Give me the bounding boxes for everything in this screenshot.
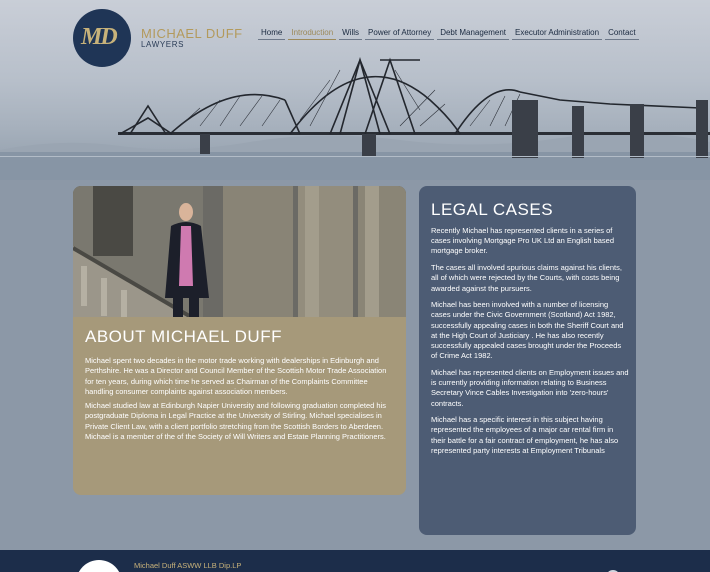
nav-item-power-of-attorney[interactable]: Power of Attorney <box>365 28 434 40</box>
nav-item-introduction[interactable]: Introduction <box>288 28 336 40</box>
legal-paragraph: Michael has represented clients on Employment issues and is currently providing information relating to Business Secretary Vince Cables Investigation into 'zero-hours' contracts. <box>431 367 629 408</box>
michael-duff-photo <box>73 186 406 317</box>
nav-item-contact[interactable]: Contact <box>605 28 639 40</box>
footer <box>0 550 710 572</box>
legal-cases-card <box>419 186 636 535</box>
nav-item-debt-management[interactable]: Debt Management <box>437 28 509 40</box>
legal-paragraph: Michael has been involved with a number of licensing cases under the Civic Government (Scotland) Act 1982, successfully appealing cases in both the Sheriff Court and at the High Court of Justiciary . He has also recently successfully appealed cases brought under the Proceeds of Crime Act 1982. <box>431 300 624 361</box>
logo-subtitle: LAWYERS <box>141 40 185 49</box>
logo-mark[interactable]: MD <box>81 24 116 50</box>
nav-item-executor-administration[interactable]: Executor Administration <box>512 28 602 40</box>
nav-item-wills[interactable]: Wills <box>339 28 362 40</box>
legal-paragraph: Michael has a specific interest in this subject having represented the employees of a major car rental firm in their battle for a fair contract of employment, he has also represented party interests at Employment Tribunals <box>431 415 619 455</box>
about-paragraph: Michael spent two decades in the motor trade working with dealerships in Edinburgh and Perthshire. He was a Director and Council Member of the Scottish Motor Trade Association for ten years, during which time he served as Chairman of the Complaints Committee handling consumer complaints against association members. <box>85 356 387 396</box>
main-content <box>0 180 710 552</box>
about-text <box>85 356 397 446</box>
legal-paragraph: Recently Michael has represented clients in a series of cases involving Mortgage Pro UK Ltd an English based mortgage broker. <box>431 226 615 256</box>
nav-item-home[interactable]: Home <box>258 28 285 40</box>
footer-name: Michael Duff ASWW LLB Dip.LP <box>134 561 242 570</box>
portrait-image <box>73 186 406 317</box>
legal-title: LEGAL CASES <box>431 200 554 219</box>
logo-name: MICHAEL DUFF <box>141 26 243 41</box>
about-paragraph: Michael studied law at Edinburgh Napier University and following graduation completed his postgraduate Diploma in Legal Practice at the University of Stirling. Michael specialises in Private Client Law, with a client portfolio stretching from the Scottish Borders to Aberdeen. Michael is a member of the of the Society of Will Writers and Estate Planning Practitioners. <box>85 401 386 442</box>
about-card <box>73 186 406 495</box>
legal-text <box>431 226 629 463</box>
main-nav <box>258 28 642 40</box>
footer-logo <box>76 560 122 572</box>
hero-banner <box>0 0 710 180</box>
legal-paragraph: The cases all involved spurious claims against his clients, all of which were rejected by the Courts, with costs being awarded against the pursuers. <box>431 263 622 293</box>
about-body <box>73 317 406 495</box>
about-title: ABOUT MICHAEL DUFF <box>85 327 282 346</box>
